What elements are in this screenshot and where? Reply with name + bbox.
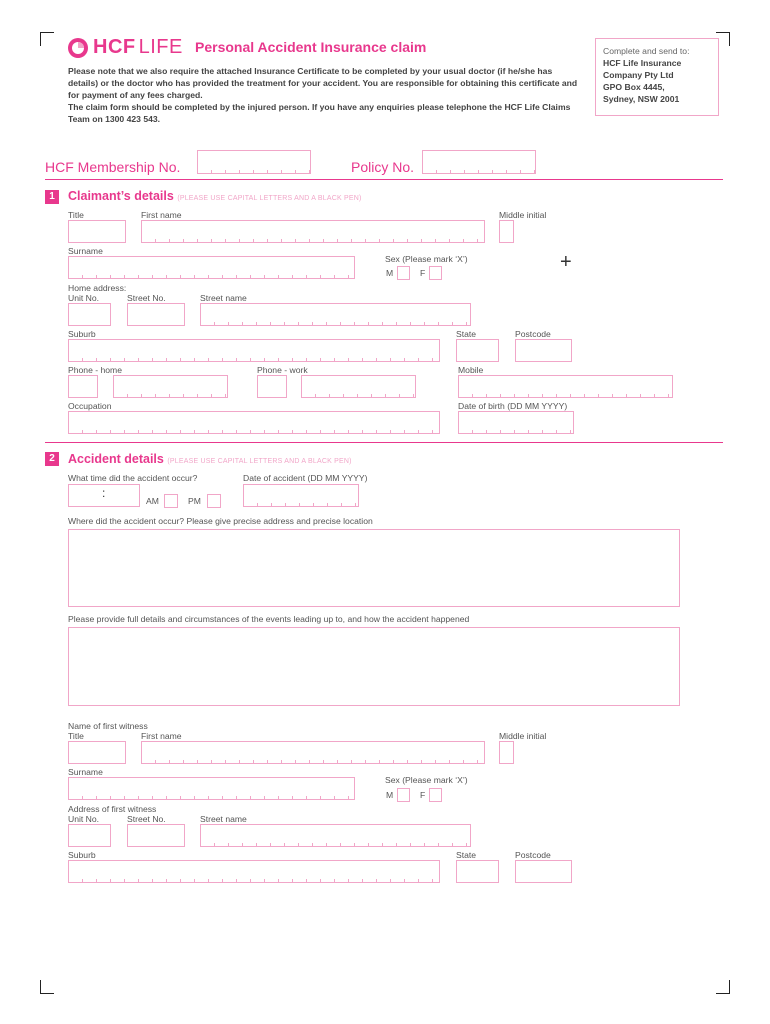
witness-first-name-label: First name [141, 731, 182, 741]
form-title: Personal Accident Insurance claim [195, 39, 427, 55]
witness-label: Name of first witness [68, 721, 148, 731]
middle-initial-label: Middle initial [499, 210, 547, 220]
witness-state-label: State [456, 850, 477, 860]
witness-surname-field[interactable] [68, 777, 355, 800]
street-name-field[interactable] [200, 303, 471, 326]
surname-label: Surname [68, 246, 103, 256]
accident-date-field[interactable] [243, 484, 359, 507]
phone-work-area-field[interactable] [257, 375, 287, 398]
accident-details-label: Please provide full details and circumstances of the events leading up to, and how the accident happened [68, 614, 470, 624]
phone-home-field[interactable] [113, 375, 228, 398]
occupation-label: Occupation [68, 401, 112, 411]
membership-number-field[interactable] [197, 150, 311, 174]
male-checkbox[interactable] [397, 266, 410, 280]
witness-surname-label: Surname [68, 767, 103, 777]
state-label: State [456, 329, 477, 339]
send-to-title: Complete and send to: [603, 46, 690, 56]
hcf-logo [67, 36, 183, 59]
postcode-label: Postcode [515, 329, 551, 339]
send-to-line-2: Company Pty Ltd [603, 70, 674, 80]
witness-postcode-field[interactable] [515, 860, 572, 883]
phone-work-label: Phone - work [257, 365, 308, 375]
female-checkbox[interactable] [429, 266, 442, 280]
section-2-title: Accident details (PLEASE USE CAPITAL LETTERS AND A BLACK PEN) [68, 452, 352, 466]
crop-mark-bottom-left [40, 980, 54, 994]
home-address-label: Home address: [68, 283, 127, 293]
title-field[interactable] [68, 220, 126, 243]
accident-location-label: Where did the accident occur? Please give precise address and precise location [68, 516, 373, 526]
logo-wordmark: HCF LIFE [93, 36, 183, 58]
section-1-title: Claimant’s details (PLEASE USE CAPITAL LETTERS AND A BLACK PEN) [68, 189, 362, 203]
witness-street-name-field[interactable] [200, 824, 471, 847]
send-to-box [595, 38, 719, 116]
section-1-number: 1 [45, 190, 59, 204]
witness-first-name-field[interactable] [141, 741, 485, 764]
policy-label: Policy No. [351, 159, 415, 175]
witness-state-field[interactable] [456, 860, 499, 883]
membership-label: HCF Membership No. [45, 159, 181, 175]
policy-number-field[interactable] [422, 150, 536, 174]
phone-work-field[interactable] [301, 375, 416, 398]
am-checkbox[interactable] [164, 494, 178, 508]
female-label: F [420, 268, 426, 278]
witness-male-checkbox[interactable] [397, 788, 410, 802]
am-label: AM [146, 496, 159, 506]
witness-sex-label: Sex (Please mark ‘X’) [385, 775, 468, 785]
street-no-label: Street No. [127, 293, 166, 303]
witness-unit-no-field[interactable] [68, 824, 111, 847]
send-to-line-4: Sydney, NSW 2001 [603, 94, 680, 104]
street-name-label: Street name [200, 293, 247, 303]
witness-middle-initial-label: Middle initial [499, 731, 547, 741]
accident-time-label: What time did the accident occur? [68, 473, 198, 483]
unit-no-label: Unit No. [68, 293, 100, 303]
witness-title-label: Title [68, 731, 84, 741]
witness-address-label: Address of first witness [68, 804, 157, 814]
section-divider [45, 442, 723, 443]
phone-home-label: Phone - home [68, 365, 122, 375]
witness-street-no-label: Street No. [127, 814, 166, 824]
accident-details-field[interactable] [68, 627, 680, 706]
surname-field[interactable] [68, 256, 355, 279]
mobile-label: Mobile [458, 365, 484, 375]
postcode-field[interactable] [515, 339, 572, 362]
first-name-field[interactable] [141, 220, 485, 243]
suburb-label: Suburb [68, 329, 96, 339]
witness-title-field[interactable] [68, 741, 126, 764]
title-label: Title [68, 210, 84, 220]
dob-field[interactable] [458, 411, 574, 434]
crop-mark-bottom-right [716, 980, 730, 994]
unit-no-field[interactable] [68, 303, 111, 326]
state-field[interactable] [456, 339, 499, 362]
witness-male-label: M [386, 790, 394, 800]
crop-mark-top-left [40, 32, 54, 46]
witness-female-label: F [420, 790, 426, 800]
intro-paragraph-2: The claim form should be completed by the injured person. If you have any enquiries please telephone the HCF Life Claims Team on 1300 423 543. [68, 102, 571, 124]
section-2-note: (PLEASE USE CAPITAL LETTERS AND A BLACK PEN) [167, 458, 352, 465]
registration-cross-icon: + [560, 251, 572, 273]
middle-initial-field[interactable] [499, 220, 514, 243]
section-2-number: 2 [45, 452, 59, 466]
send-to-line-3: GPO Box 4445, [603, 82, 665, 92]
witness-suburb-label: Suburb [68, 850, 96, 860]
section-1-note: (PLEASE USE CAPITAL LETTERS AND A BLACK PEN) [177, 195, 362, 202]
sex-label: Sex (Please mark ‘X’) [385, 254, 468, 264]
witness-unit-no-label: Unit No. [68, 814, 100, 824]
first-name-label: First name [141, 210, 182, 220]
witness-street-name-label: Street name [200, 814, 247, 824]
witness-street-no-field[interactable] [127, 824, 185, 847]
mobile-field[interactable] [458, 375, 673, 398]
accident-date-label: Date of accident (DD MM YYYY) [243, 473, 368, 483]
send-to-line-1: HCF Life Insurance [603, 58, 682, 68]
accident-location-field[interactable] [68, 529, 680, 607]
pm-checkbox[interactable] [207, 494, 221, 508]
witness-postcode-label: Postcode [515, 850, 551, 860]
pm-label: PM [188, 496, 201, 506]
section-divider [45, 179, 723, 180]
witness-female-checkbox[interactable] [429, 788, 442, 802]
time-separator: : [102, 486, 106, 500]
street-no-field[interactable] [127, 303, 185, 326]
intro-paragraph-1: Please note that we also require the attached Insurance Certificate to be completed by your usual doctor (if he/she has details) or the doctor who has provided the treatment for your accident. You are responsible for obtaining this certificate and for payment of any fees charged. [68, 66, 578, 100]
witness-middle-initial-field[interactable] [499, 741, 514, 764]
suburb-field[interactable] [68, 339, 440, 362]
phone-home-area-field[interactable] [68, 375, 98, 398]
witness-suburb-field[interactable] [68, 860, 440, 883]
dob-label: Date of birth (DD MM YYYY) [458, 401, 568, 411]
male-label: M [386, 268, 394, 278]
hcf-logo-icon [67, 37, 89, 59]
occupation-field[interactable] [68, 411, 440, 434]
